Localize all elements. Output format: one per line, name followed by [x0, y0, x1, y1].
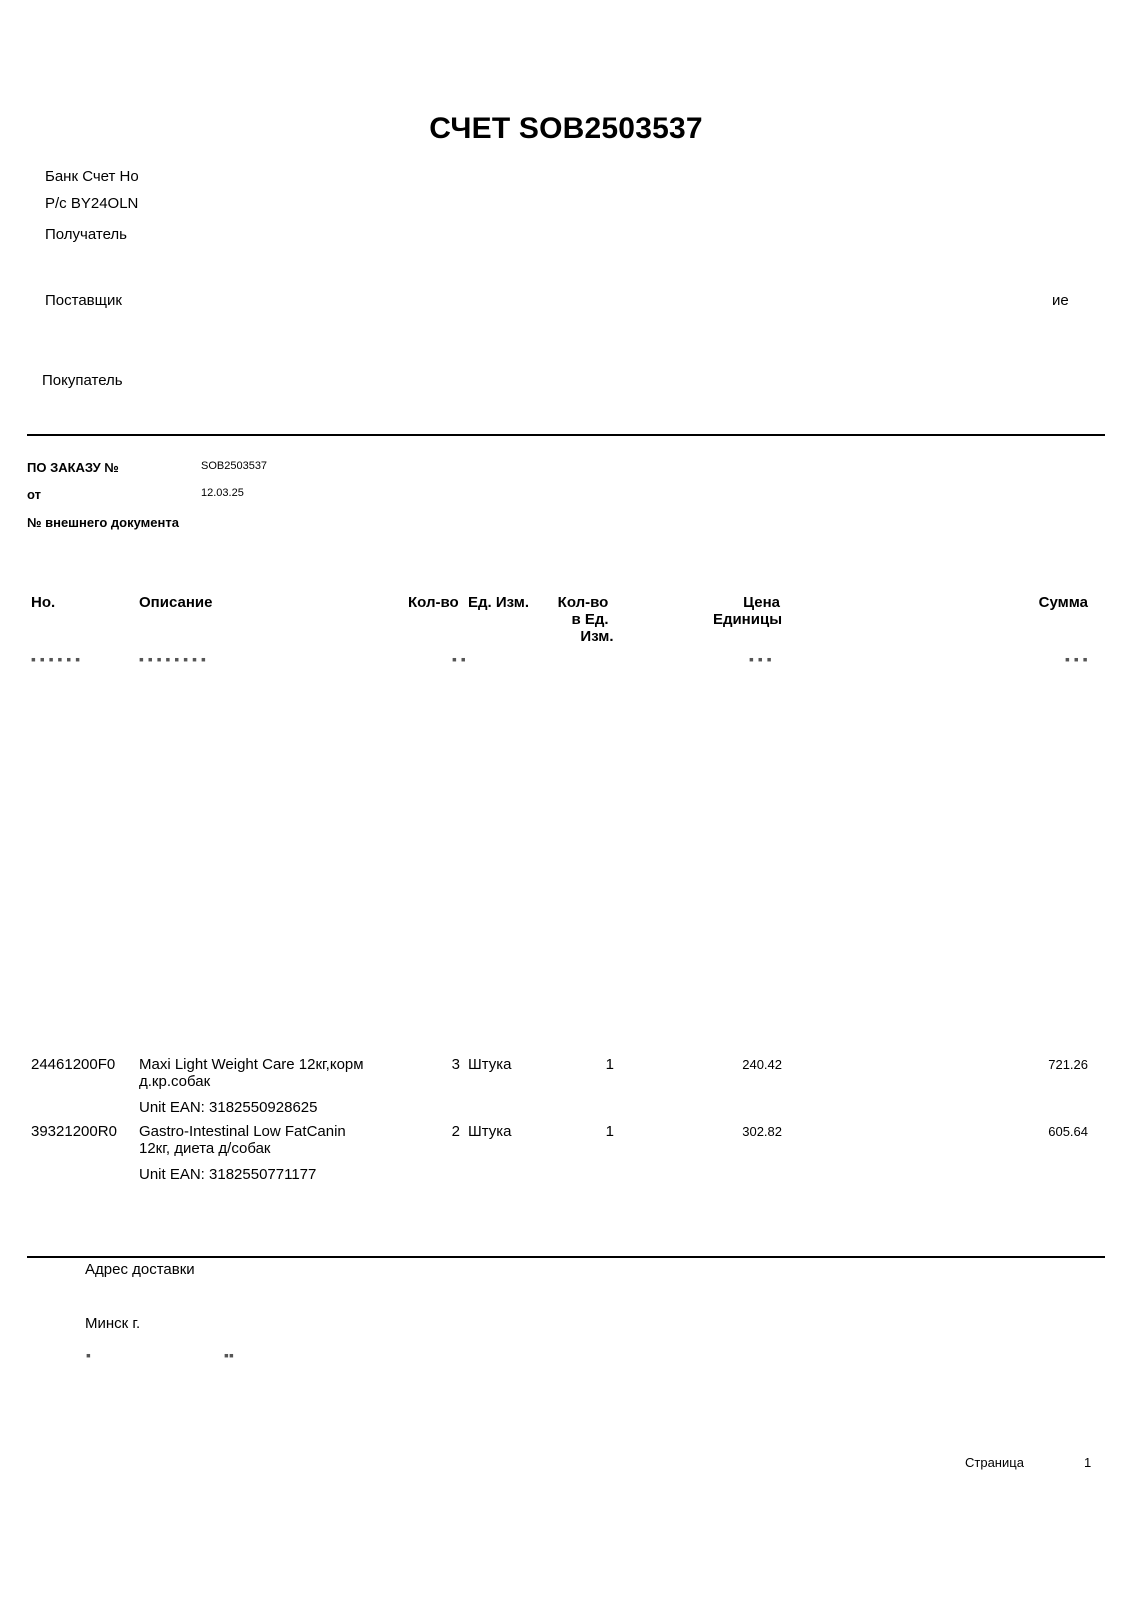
col-header-no: Но. [31, 594, 56, 611]
col-header-qty-per-unit-line1: Кол-во [557, 594, 609, 611]
row-ean: Unit EAN: 3182550928625 [139, 1099, 318, 1116]
col-header-unit: Ед. Изм. [468, 594, 529, 611]
row-item-number: 39321200R0 [31, 1123, 117, 1140]
cut-off-address-fragment: ▪ ▪▪ [86, 1347, 234, 1363]
row-unit: Штука [468, 1056, 512, 1073]
col-header-description: Описание [139, 594, 213, 611]
row-unit: Штука [468, 1123, 512, 1140]
footer-divider [27, 1256, 1105, 1258]
header-divider [27, 434, 1105, 436]
settlement-account-line: Р/с BY24OLN [45, 195, 139, 212]
supplier-label: Поставщик [45, 292, 122, 309]
row-unit-price: 302.82 [742, 1124, 782, 1139]
row-description-line1: Gastro-Intestinal Low FatCanin [139, 1123, 346, 1140]
row-qty: 3 [451, 1056, 460, 1073]
col-header-qty-per-unit-line2: в Ед. [571, 611, 609, 628]
order-date-value: 12.03.25 [201, 487, 244, 499]
buyer-label: Покупатель [42, 372, 123, 389]
delivery-address-label: Адрес доставки [85, 1261, 195, 1278]
row-ean: Unit EAN: 3182550771177 [139, 1166, 317, 1183]
col-header-price-line1: Цена [743, 594, 780, 611]
row-description-line1: Maxi Light Weight Care 12кг,корм [139, 1056, 364, 1073]
row-qty: 2 [451, 1123, 460, 1140]
order-number-label: ПО ЗАКАЗУ № [27, 460, 119, 475]
bank-account-line: Банк Счет Но [45, 168, 139, 185]
row-description-line2: 12кг, диета д/собак [139, 1140, 271, 1157]
external-document-label: № внешнего документа [27, 515, 179, 530]
row-unit-price: 240.42 [742, 1057, 782, 1072]
row-qty-per-unit: 1 [605, 1123, 614, 1140]
row-description-line2: д.кр.собак [139, 1073, 211, 1090]
row-sum: 721.26 [1048, 1057, 1088, 1072]
row-item-number: 24461200F0 [31, 1056, 116, 1073]
page-label: Страница [965, 1455, 1024, 1470]
cut-off-row-fragment: ▪ ▪ ▪ ▪ ▪ ▪ ▪ ▪ ▪ ▪ ▪ ▪ ▪ ▪ ▪ ▪ ▪ ▪ ▪ ▪ ▪ ▪ [31, 651, 1088, 667]
recipient-label: Получатель [45, 226, 127, 243]
delivery-city: Минск г. [85, 1315, 141, 1332]
col-header-sum: Сумма [1038, 594, 1088, 611]
supplier-right-fragment: ие [1052, 292, 1069, 309]
document-title: СЧЕТ SOB2503537 [429, 112, 703, 145]
col-header-qty: Кол-во [408, 594, 459, 611]
row-sum: 605.64 [1048, 1124, 1088, 1139]
order-date-label: от [27, 487, 41, 502]
col-header-price-line2: Единицы [712, 611, 782, 628]
col-header-qty-per-unit-line3: Изм. [580, 628, 614, 645]
row-qty-per-unit: 1 [605, 1056, 614, 1073]
page-number: 1 [1084, 1455, 1092, 1470]
order-number-value: SOB2503537 [201, 460, 268, 472]
